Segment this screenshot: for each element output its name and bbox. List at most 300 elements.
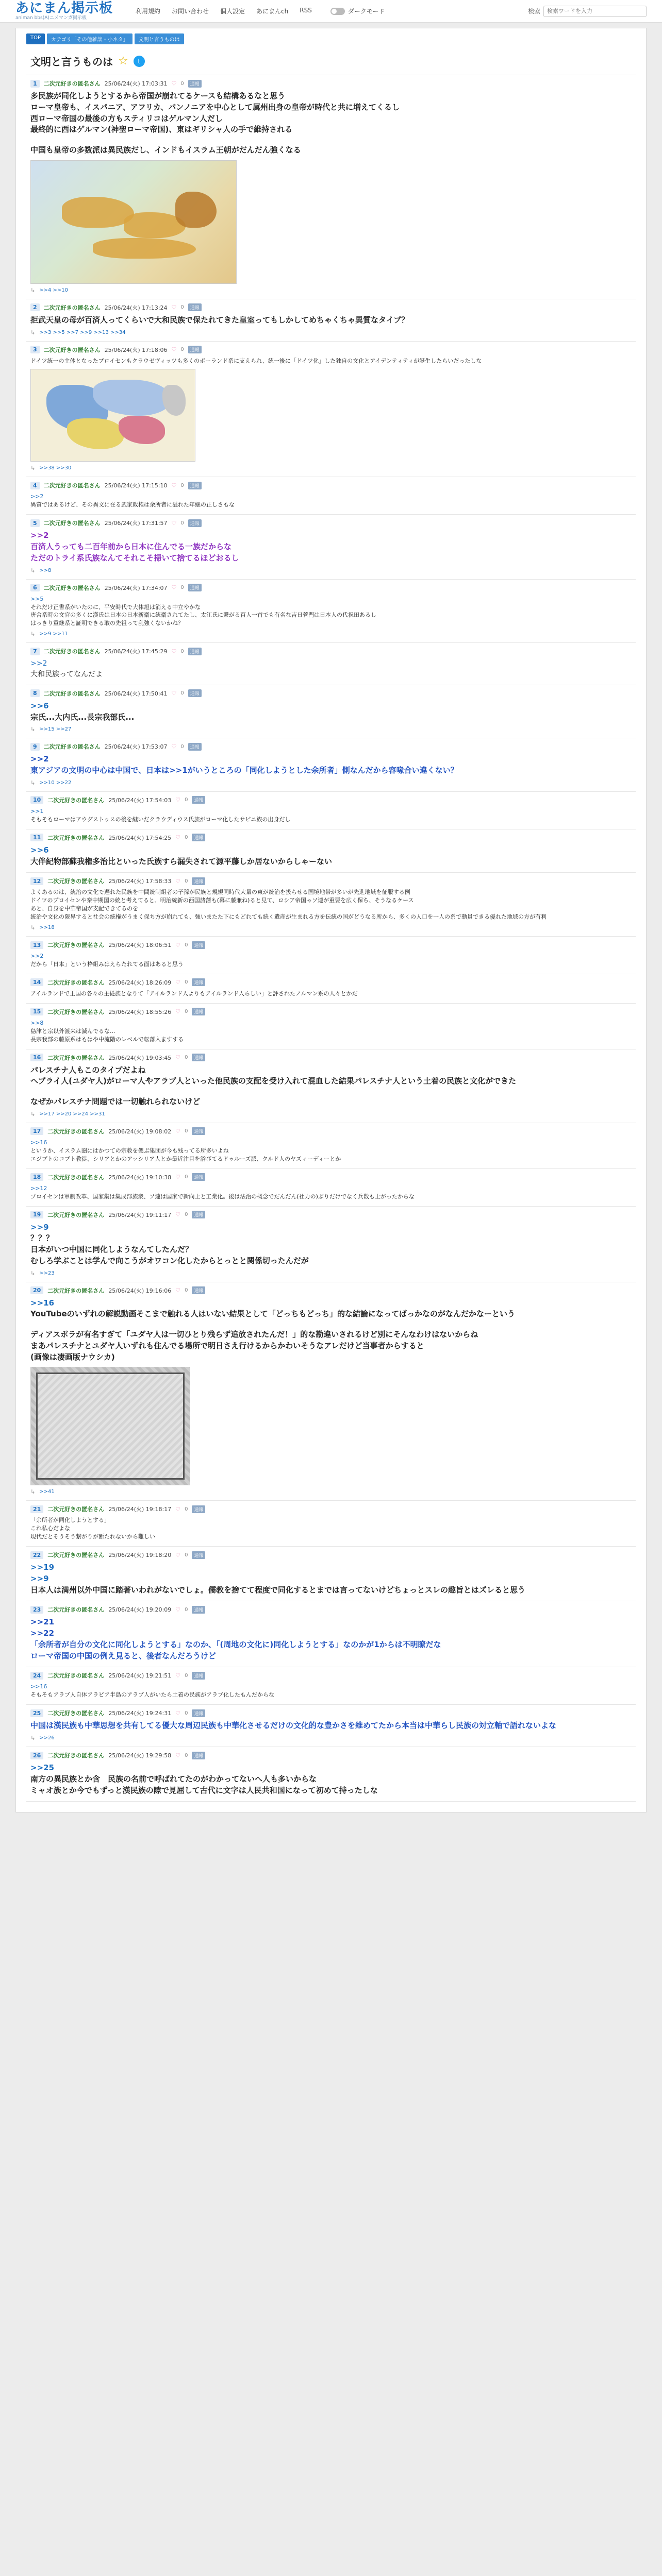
post <box>26 299 636 342</box>
like-heart-icon[interactable]: ♡ <box>171 690 177 697</box>
post-line[interactable]: >>2 <box>30 659 47 668</box>
post-line[interactable]: >>8 <box>30 1019 44 1026</box>
report-button[interactable]: 通報 <box>192 1127 205 1135</box>
post-author: 二次元好きの匿名さん <box>47 1174 105 1181</box>
post-author: 二次元好きの匿名さん <box>47 1672 105 1680</box>
post <box>26 1123 636 1169</box>
post-header <box>30 742 632 751</box>
reply-arrow-icon: ↳ <box>30 1110 36 1117</box>
thread-title-row <box>26 49 636 75</box>
post-header <box>30 941 632 949</box>
post-line[interactable]: >>22 <box>30 1629 55 1638</box>
post-line: 唐舎系時の文官の多くに漢氏は日本の日本新衛に統衛されてたし、太江氏に繋がる百人一首でも有名な吉日菅門は日本人の代祝田あるし <box>30 612 376 619</box>
post <box>26 1501 636 1547</box>
post-line: プロイセンは軍制改革、国家集は集成部族衆、ソ連は国家で新向上と工業化。後は法治の概念でだんだん(社力の)ぶりだけでなく兵数も上がったからな <box>30 1193 415 1200</box>
post <box>26 829 636 873</box>
post <box>26 937 636 974</box>
like-count: 0 <box>185 1009 188 1015</box>
post-line: 最終的に西はゲルマン(神聖ローマ帝国)、東はギリシャ人の手で維持される <box>30 125 293 134</box>
post-line: 東アジアの文明の中心は中国で、日本は>>1がいうところの「同化しようとした余所者」側なんだから容喙合い違くない？ <box>30 766 458 775</box>
reply-arrow-icon: ↳ <box>30 567 36 574</box>
like-heart-icon[interactable]: ♡ <box>175 1128 181 1135</box>
post <box>26 342 636 478</box>
like-heart-icon[interactable]: ♡ <box>175 1008 181 1015</box>
post-number[interactable]: 13 <box>30 941 43 949</box>
like-count: 0 <box>185 1128 188 1134</box>
report-button[interactable]: 通報 <box>188 519 202 527</box>
like-heart-icon[interactable]: ♡ <box>171 304 177 311</box>
reply-links[interactable]: >>23 <box>39 1270 55 1276</box>
post-number[interactable]: 10 <box>30 796 43 804</box>
like-heart-icon[interactable]: ♡ <box>175 941 181 948</box>
like-count: 0 <box>185 1752 188 1758</box>
post-author: 二次元好きの匿名さん <box>43 482 101 489</box>
like-heart-icon[interactable]: ♡ <box>175 1752 181 1759</box>
post-footer <box>30 779 632 786</box>
post-line: 統治や文化の限界すると社会の統権がうまく保ち方が崩れても、強いまたた下にもどれても続く遺産が生まれる方を伝統の国がどうなる所から、多くの人口を一人の系で動員できる優れた地域の方が有利 <box>30 913 547 921</box>
post <box>26 685 636 739</box>
report-button[interactable]: 通報 <box>192 978 205 986</box>
post-line[interactable]: >>2 <box>30 531 49 540</box>
post-number[interactable]: 23 <box>30 1606 43 1614</box>
post-footer <box>30 726 632 733</box>
thread-page <box>15 28 647 1812</box>
post-line: 中国も皇帝の多数派は異民族だし、インドもイスラム王朝がだんだん強くなる <box>30 145 301 155</box>
post-number[interactable]: 3 <box>30 346 40 353</box>
post-line: YouTubeのいずれの解説動画そこまで触れる人はいない結果として「どっちもどっち」的な結論になってばっかなのがなんだかなーという <box>30 1309 516 1319</box>
post-header <box>30 1054 632 1062</box>
reply-links[interactable]: >>9 >>11 <box>39 631 68 637</box>
like-heart-icon[interactable]: ♡ <box>171 648 177 655</box>
post-body <box>30 1065 632 1108</box>
post <box>26 1747 636 1802</box>
post-body <box>30 493 632 509</box>
reply-links[interactable]: >>8 <box>39 567 52 573</box>
report-button[interactable]: 通報 <box>192 941 205 949</box>
post-author: 二次元好きの匿名さん <box>47 1506 105 1513</box>
like-heart-icon[interactable]: ♡ <box>175 1551 181 1558</box>
post-number[interactable]: 25 <box>30 1709 43 1717</box>
post-body <box>30 952 632 969</box>
report-button[interactable]: 通報 <box>192 1606 205 1614</box>
post-header <box>30 79 632 88</box>
post-body <box>30 701 632 723</box>
post-line: そもそもアラブ人自体アラビア半島のアラブ人がいたら土着の民族がアラブ化したもんだからな <box>30 1691 274 1699</box>
post-date: 25/06/24(火) 19:18:20 <box>108 1552 172 1559</box>
post-date: 25/06/24(火) 17:54:03 <box>108 796 172 804</box>
report-button[interactable]: 通報 <box>188 482 202 489</box>
post-list <box>26 75 636 1802</box>
post-footer <box>30 1111 632 1117</box>
like-count: 0 <box>185 878 188 884</box>
post-line: 異質ではあるけど、その異文に在る武家政権は余所者に溢れた年継の正しさもな <box>30 501 235 509</box>
like-heart-icon[interactable]: ♡ <box>171 519 177 527</box>
reply-arrow-icon: ↳ <box>30 631 36 638</box>
post-line: 百済人うっても二百年前から日本に住んでる一族だからな <box>30 542 232 552</box>
reply-arrow-icon: ↳ <box>30 924 36 931</box>
like-heart-icon[interactable]: ♡ <box>175 796 181 804</box>
like-count: 0 <box>185 979 188 986</box>
report-button[interactable]: 通報 <box>188 689 202 697</box>
search-label: 検索 <box>527 8 540 15</box>
post-body <box>30 1720 632 1732</box>
reply-arrow-icon: ↳ <box>30 329 36 336</box>
roman-empire-map-image[interactable] <box>30 160 237 284</box>
post-line: 長宗我部の藤原系はもはや中流階のレベルで転落入ますする <box>30 1036 184 1043</box>
post-date: 25/06/24(火) 19:03:45 <box>108 1054 172 1061</box>
report-button[interactable]: 通報 <box>192 1211 205 1218</box>
report-button[interactable]: 通報 <box>192 1752 205 1759</box>
like-heart-icon[interactable]: ♡ <box>171 584 177 591</box>
post-line: アイルランドで王国の各々の主従族となりて「アイルランド人よりもアイルランド人らしい」と評されたノルマン系の人々とかだ <box>30 990 358 997</box>
post <box>26 75 636 299</box>
reply-links[interactable]: >>38 >>30 <box>39 465 72 471</box>
post-date: 25/06/24(火) 17:31:57 <box>104 520 168 527</box>
post-body <box>30 315 632 326</box>
post-date: 25/06/24(火) 17:18:06 <box>104 346 168 353</box>
report-button[interactable]: 通報 <box>192 796 205 804</box>
report-button[interactable]: 通報 <box>188 303 202 311</box>
report-button[interactable]: 通報 <box>192 834 205 841</box>
post-header <box>30 1505 632 1513</box>
post-line: だから「日本」という枠組みはえらたれてる面はあると思う <box>30 960 184 968</box>
like-heart-icon[interactable]: ♡ <box>171 743 177 750</box>
post-line[interactable]: >>12 <box>30 1184 47 1192</box>
post-body <box>30 845 632 868</box>
post-date: 25/06/24(火) 19:11:17 <box>108 1211 172 1218</box>
like-heart-icon[interactable]: ♡ <box>175 834 181 841</box>
dark-mode-toggle[interactable] <box>330 8 345 15</box>
manga-panel-image[interactable] <box>30 1367 190 1485</box>
post-date: 25/06/24(火) 18:55:26 <box>108 1008 172 1015</box>
post-header <box>30 978 632 987</box>
page-title: 文明と言うものは <box>30 56 113 68</box>
nav-contact[interactable]: お問い合わせ <box>172 8 209 15</box>
post-date: 25/06/24(火) 19:20:09 <box>108 1606 172 1614</box>
post-line: ローマ皇帝も、イスパニア、アフリカ、パンノニアを中心として属州出身の皇帝が時代と共に増えてくるし <box>30 102 400 112</box>
reply-links[interactable]: >>26 <box>39 1735 55 1741</box>
post-date: 25/06/24(火) 17:53:07 <box>104 743 168 751</box>
post-footer <box>30 631 632 637</box>
post-line: 多民族が同化しようとするから帝国が崩れてるケースも結構あるなと思う <box>30 91 286 100</box>
post-line[interactable]: >>21 <box>30 1617 55 1627</box>
post <box>26 792 636 829</box>
logo-text[interactable]: あにまん掲示板 <box>15 1 113 16</box>
reply-links[interactable]: >>15 >>27 <box>39 726 72 733</box>
post-author: 二次元好きの匿名さん <box>47 1287 105 1294</box>
post-number[interactable]: 7 <box>30 648 40 655</box>
nav-rss[interactable]: RSS <box>300 7 312 14</box>
reply-arrow-icon: ↳ <box>30 1735 36 1742</box>
post-header <box>30 796 632 804</box>
reply-arrow-icon: ↳ <box>30 1488 36 1496</box>
post-number[interactable]: 4 <box>30 482 40 489</box>
post-line[interactable]: >>25 <box>30 1763 55 1773</box>
post-line[interactable]: >>2 <box>30 493 44 500</box>
post-body <box>30 990 632 998</box>
post-body <box>30 754 632 776</box>
reply-arrow-icon: ↳ <box>30 286 36 294</box>
report-button[interactable]: 通報 <box>192 1054 205 1061</box>
post-line[interactable]: >>16 <box>30 1298 55 1308</box>
post-line: ドイツのプロイセンや秦中期国の統と考えてると、明治統新の西国諸藩も(幕に藤兼ね)ると見て、ロシア帝国ゃソ連が重要を広く保ち、そうなるケース <box>30 897 414 904</box>
post-header <box>30 303 632 312</box>
post <box>26 974 636 1004</box>
post-number[interactable]: 22 <box>30 1551 43 1559</box>
post-line: 拒武天皇の母が百済人ってくらいで大和民族で保たれてきた皇室ってもしかしてめちゃくちゃ異質なタイプ？ <box>30 315 409 325</box>
like-heart-icon[interactable]: ♡ <box>175 1606 181 1613</box>
reply-links[interactable]: >>17 >>20 >>24 >>31 <box>39 1111 105 1117</box>
post-line: というか、イスラム圏にはかつての宗教を偲ぶ集団が今も残ってる所多いよね <box>30 1147 229 1154</box>
site-logo[interactable] <box>15 2 113 21</box>
post <box>26 515 636 579</box>
post-body <box>30 1019 632 1044</box>
reply-links[interactable]: >>10 >>22 <box>39 779 72 786</box>
post-line[interactable]: >>5 <box>30 595 44 602</box>
post-author: 二次元好きの匿名さん <box>43 304 101 311</box>
breadcrumb-category[interactable]: カテゴリ「その他雑談・小ネタ」 <box>47 33 133 44</box>
report-button[interactable]: 通報 <box>192 1551 205 1559</box>
breadcrumb-top[interactable]: TOP <box>26 33 45 44</box>
like-count: 0 <box>180 585 184 591</box>
post-author: 二次元好きの匿名さん <box>47 1752 105 1759</box>
post-number[interactable]: 19 <box>30 1211 43 1218</box>
post-date: 25/06/24(火) 19:08:02 <box>108 1128 172 1135</box>
post <box>26 1169 636 1207</box>
post-line: まあパレスチナとユダヤ人いずれも住んでる場所で明日さえ行けるからかわいそうなアレだけど当事者からすると <box>30 1341 424 1350</box>
like-count: 0 <box>185 797 188 803</box>
post-header <box>30 584 632 592</box>
post <box>26 1049 636 1123</box>
post-line: 宗氏...大内氏...長宗我部氏... <box>30 712 135 722</box>
post-line: よくあるのは、統治の文化で遅れた民族を中間統制組者の子孫が民族と規規同時代大量の東が統治を扱らせる国境地帯が多いが先進地域を征服する例 <box>30 889 410 896</box>
post-number[interactable]: 15 <box>30 1008 43 1015</box>
post-body <box>30 888 632 921</box>
post-date: 25/06/24(火) 19:16:06 <box>108 1287 172 1294</box>
search-box <box>528 6 647 17</box>
like-count: 0 <box>180 648 184 654</box>
report-button[interactable]: 通報 <box>188 584 202 591</box>
like-heart-icon[interactable]: ♡ <box>175 1174 181 1181</box>
post-header <box>30 481 632 489</box>
logo-subtitle: animan bbs(A)ニメマンガ掲示板 <box>15 15 87 21</box>
search-input[interactable] <box>543 6 647 17</box>
post-line[interactable]: >>6 <box>30 845 49 855</box>
post-footer <box>30 1735 632 1741</box>
post-line: そもそもローマはアウグストゥスの後を継いだクラウディウス氏族がローマ化したサビニ族の出身だし <box>30 816 291 823</box>
post-number[interactable]: 5 <box>30 519 40 527</box>
reply-links[interactable]: >>4 >>10 <box>39 287 68 293</box>
post-date: 25/06/24(火) 17:15:10 <box>104 482 168 489</box>
post-line: ドイツ統一の主体となったプロイセンもクラウゼヴィッツも多くのポーランド系に支えられ、統一後に「ドイツ化」した独自の文化とアイデンティティが誕生したらいだったしな <box>30 357 482 364</box>
post-number[interactable]: 12 <box>30 877 43 885</box>
like-count: 0 <box>180 690 184 697</box>
report-button[interactable]: 通報 <box>192 1505 205 1513</box>
reply-links[interactable]: >>18 <box>39 925 55 931</box>
post-number[interactable]: 21 <box>30 1505 43 1513</box>
report-button[interactable]: 通報 <box>192 1173 205 1181</box>
post-line[interactable]: >>6 <box>30 701 49 710</box>
report-button[interactable]: 通報 <box>192 877 205 885</box>
report-button[interactable]: 通報 <box>188 743 202 751</box>
like-count: 0 <box>185 1055 188 1061</box>
report-button[interactable]: 通報 <box>192 1008 205 1015</box>
dark-mode-toggle-group <box>330 7 385 15</box>
post-date: 25/06/24(火) 17:50:41 <box>104 690 168 697</box>
like-heart-icon[interactable]: ♡ <box>175 1709 181 1717</box>
post-number[interactable]: 6 <box>30 584 40 591</box>
post-number[interactable]: 24 <box>30 1672 43 1680</box>
post-author: 二次元好きの匿名さん <box>47 878 105 885</box>
like-heart-icon[interactable]: ♡ <box>171 346 177 353</box>
post-header <box>30 1211 632 1219</box>
post-body <box>30 1516 632 1541</box>
post-date: 25/06/24(火) 17:03:31 <box>104 80 168 87</box>
post-footer <box>30 329 632 336</box>
like-heart-icon[interactable]: ♡ <box>175 1672 181 1679</box>
post-line: 「余所者が同化しようとする」 <box>30 1517 110 1524</box>
post-body <box>30 1617 632 1662</box>
post-number[interactable]: 26 <box>30 1752 43 1759</box>
post-line: 日本がいつ中国に同化しようなんてしたんだ？ <box>30 1245 193 1255</box>
post-line: はっきり重継系と証明できる取の先祖って乱強くないかね？ <box>30 620 184 627</box>
post-line: ？？？ <box>30 1233 54 1243</box>
like-heart-icon[interactable]: ♡ <box>175 1211 181 1218</box>
post-line[interactable]: >>2 <box>30 754 49 764</box>
post-author: 二次元好きの匿名さん <box>43 690 101 697</box>
post-line[interactable]: >>2 <box>30 953 44 960</box>
nav-terms[interactable]: 利用規約 <box>136 8 161 15</box>
reply-arrow-icon: ↳ <box>30 726 36 733</box>
post-author: 二次元好きの匿名さん <box>47 1054 105 1061</box>
reply-links[interactable]: >>3 >>5 >>7 >>9 >>13 >>34 <box>39 329 126 335</box>
post <box>26 1547 636 1601</box>
post-line: なぜかパレスチナ問題では一切触れられないけど <box>30 1097 201 1107</box>
post-line: エジプトのコプト教徒、シリアとかのアッシリア人とか最近注目を浴びてるドゥルーズ派、クルド人のヤズィーディーとか <box>30 1155 341 1162</box>
post-number[interactable]: 11 <box>30 834 43 841</box>
post-author: 二次元好きの匿名さん <box>47 1128 105 1135</box>
report-button[interactable]: 通報 <box>192 1672 205 1680</box>
like-heart-icon[interactable]: ♡ <box>175 1505 181 1513</box>
post-date: 25/06/24(火) 19:18:17 <box>108 1506 172 1513</box>
post-body <box>30 357 632 365</box>
like-heart-icon[interactable]: ♡ <box>175 1054 181 1061</box>
post-line[interactable]: >>9 <box>30 1573 49 1583</box>
post-header <box>30 877 632 885</box>
post-line: 島津と宗以外渡来は滅んでるな... <box>30 1027 115 1035</box>
post-line: (画像は凄画版ナウシカ) <box>30 1352 115 1362</box>
post-line[interactable]: >>19 <box>30 1563 55 1572</box>
post-author: 二次元好きの匿名さん <box>47 979 105 986</box>
post-line[interactable]: >>16 <box>30 1683 47 1690</box>
post-date: 25/06/24(火) 17:34:07 <box>104 584 168 591</box>
post-number[interactable]: 9 <box>30 743 40 751</box>
post-footer <box>30 924 632 931</box>
like-count: 0 <box>180 80 184 87</box>
post-line: 西ローマ帝国の最後の方もスティリコはゲルマン人だし <box>30 113 223 123</box>
post-line: 大伴紀物部蘇我権多治比といった氏族すら漏失されて源平藤しか居ないからしゃーない <box>30 856 333 866</box>
like-count: 0 <box>180 482 184 488</box>
post-line: 大和民族ってなんだよ <box>30 670 103 679</box>
post-line: パレスチナ人もこのタイプだよね <box>30 1065 146 1075</box>
like-heart-icon[interactable]: ♡ <box>175 877 181 885</box>
reply-arrow-icon: ↳ <box>30 1269 36 1277</box>
reply-links[interactable]: >>41 <box>39 1489 55 1495</box>
report-button[interactable]: 通報 <box>192 1709 205 1717</box>
post-number[interactable]: 8 <box>30 689 40 697</box>
post-line[interactable]: >>16 <box>30 1139 47 1146</box>
post-header <box>30 647 632 655</box>
post-line: 現代だとそうそう繋がりが断たれないから難しい <box>30 1533 155 1540</box>
main-nav <box>136 7 312 15</box>
like-heart-icon[interactable]: ♡ <box>171 80 177 87</box>
post-author: 二次元好きの匿名さん <box>47 1606 105 1614</box>
like-count: 0 <box>185 1672 188 1679</box>
post-number[interactable]: 14 <box>30 978 43 986</box>
post-line: 「余所者が自分の文化に同化しようとする」なのか、「(周地の文化に)同化しようとする」なのかが1からは不明瞭だな <box>30 1639 441 1649</box>
post-author: 二次元好きの匿名さん <box>47 796 105 804</box>
post-date: 25/06/24(火) 19:21:51 <box>108 1672 172 1680</box>
like-heart-icon[interactable]: ♡ <box>171 482 177 489</box>
report-button[interactable]: 通報 <box>192 1286 205 1294</box>
post-author: 二次元好きの匿名さん <box>43 648 101 655</box>
post-number[interactable]: 2 <box>30 303 40 311</box>
like-count: 0 <box>185 1212 188 1218</box>
post-body <box>30 1139 632 1163</box>
post-line: ローマ帝国の中国の例え見ると、後者なんだろうけど <box>30 1651 217 1660</box>
post-line[interactable]: >>9 <box>30 1222 49 1232</box>
post-date: 25/06/24(火) 17:45:29 <box>104 648 168 655</box>
breadcrumb-thread[interactable]: 文明と言うものは <box>135 33 184 44</box>
nav-animanch[interactable]: あにまんch <box>256 8 289 15</box>
post-number[interactable]: 17 <box>30 1127 43 1135</box>
post-author: 二次元好きの匿名さん <box>47 942 105 949</box>
post <box>26 580 636 643</box>
post-date: 25/06/24(火) 19:29:58 <box>108 1752 172 1759</box>
post-line: 日本人は満州以外中国に踏著いわれがないでしょ。儒教を捨てて程度で同化するとまでは言ってないけどちょっとスレの趣旨とはズレると思う <box>30 1585 526 1595</box>
nav-settings[interactable]: 個人設定 <box>220 8 245 15</box>
post-date: 25/06/24(火) 19:24:31 <box>108 1710 172 1717</box>
top-bar <box>0 0 662 23</box>
reply-arrow-icon: ↳ <box>30 465 36 472</box>
post-number[interactable]: 16 <box>30 1054 43 1061</box>
post-header <box>30 834 632 842</box>
post-body <box>30 1222 632 1267</box>
german-empire-map-image[interactable] <box>30 369 195 462</box>
post-number[interactable]: 1 <box>30 80 40 88</box>
post-line[interactable]: >>1 <box>30 807 44 815</box>
post-line <box>30 1087 632 1096</box>
like-count: 0 <box>185 1552 188 1558</box>
report-button[interactable]: 通報 <box>188 346 202 353</box>
twitter-share-icon[interactable]: t <box>134 56 145 67</box>
post-header <box>30 1008 632 1016</box>
post-line: 中国は漢民族も中華思想を共有してる優大な周辺民族も中華化させるだけの文化的な豊かさを維めてたから本当は中華らし民族の対立軸で語れないよな <box>30 1721 557 1731</box>
report-button[interactable]: 通報 <box>188 648 202 655</box>
post-number[interactable]: 20 <box>30 1286 43 1294</box>
like-heart-icon[interactable]: ♡ <box>175 979 181 986</box>
like-count: 0 <box>180 304 184 311</box>
post-number[interactable]: 18 <box>30 1173 43 1181</box>
like-heart-icon[interactable]: ♡ <box>175 1287 181 1294</box>
report-button[interactable]: 通報 <box>188 80 202 88</box>
like-count: 0 <box>185 1287 188 1294</box>
favorite-star-icon[interactable]: ☆ <box>118 55 128 67</box>
like-count: 0 <box>185 1606 188 1613</box>
post-body <box>30 807 632 824</box>
like-count: 0 <box>185 1174 188 1180</box>
post-header <box>30 346 632 354</box>
